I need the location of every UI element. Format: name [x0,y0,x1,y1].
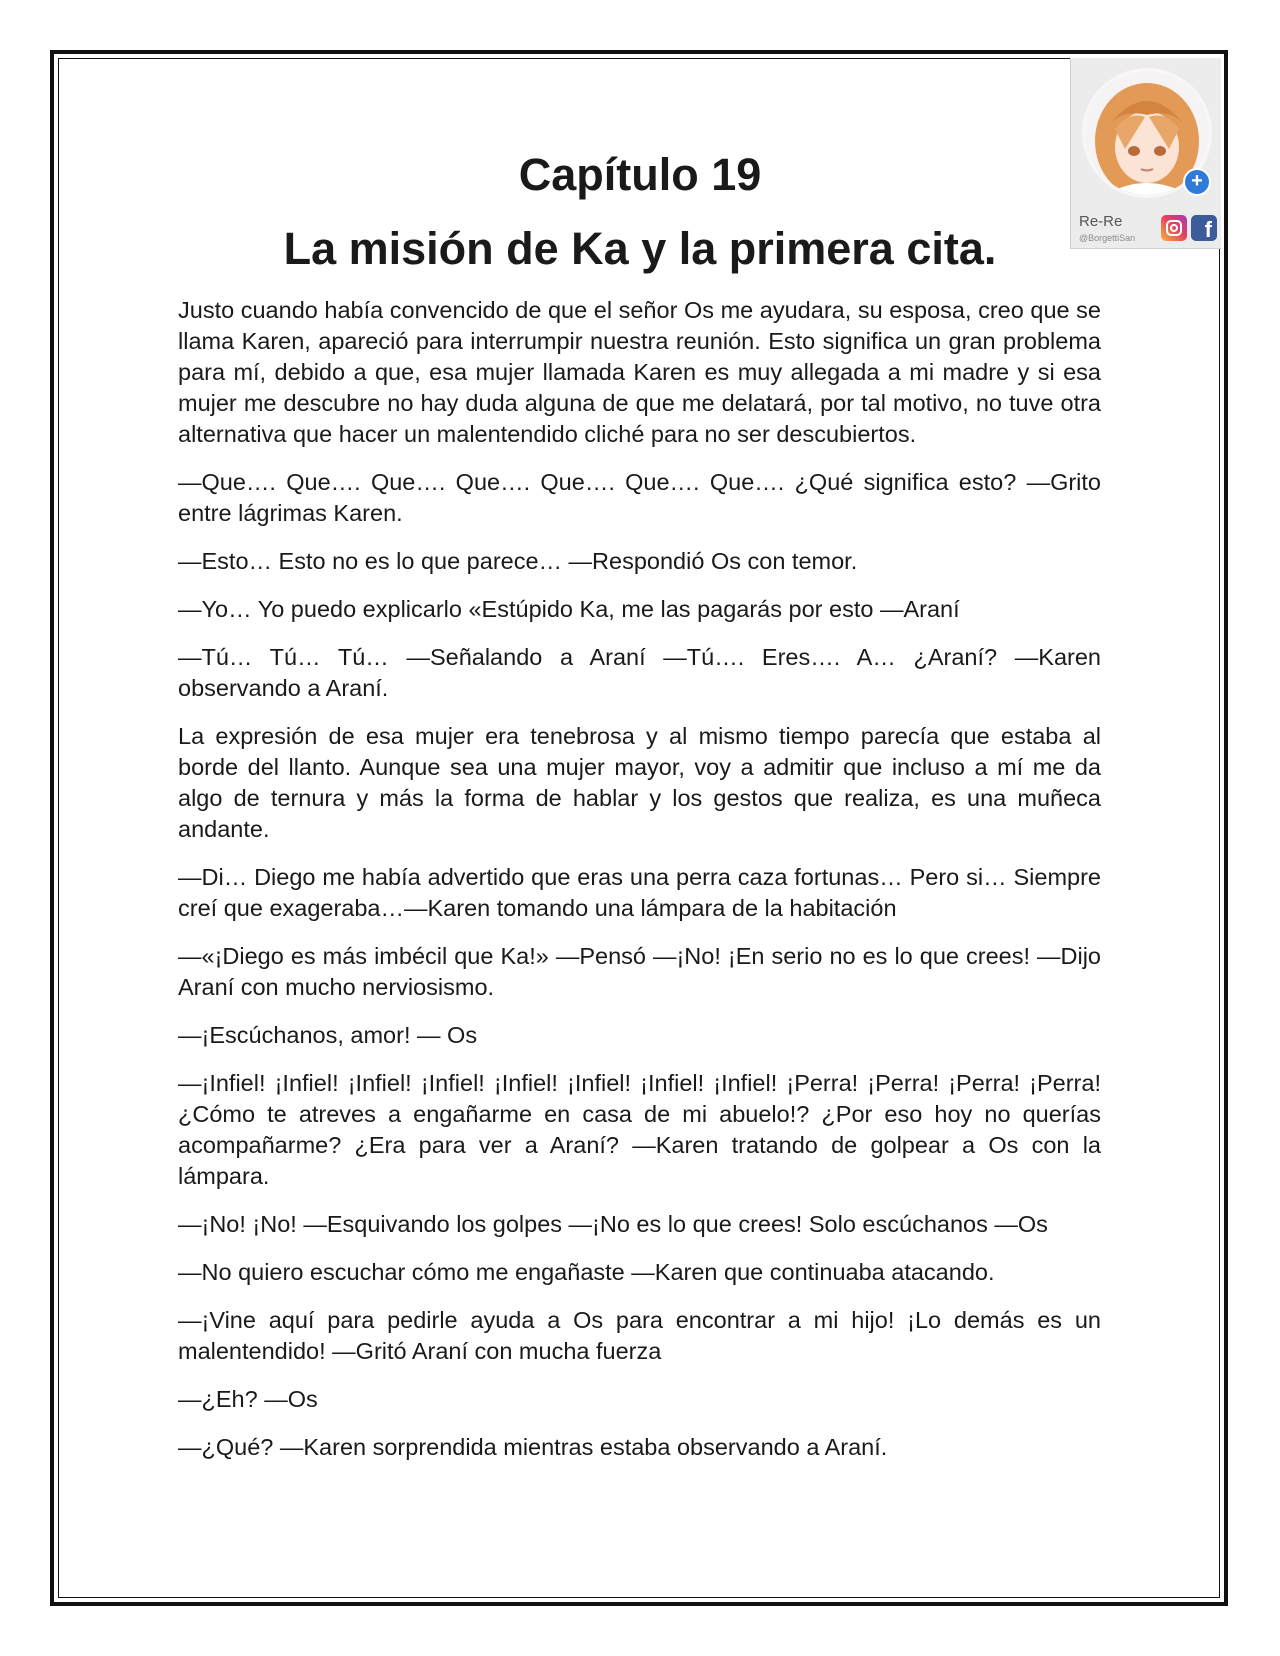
paragraph: —Tú… Tú… Tú… —Señalando a Araní —Tú…. Eres…. A… ¿Araní? —Karen observando a Araní. [178,644,1101,701]
profile-name: Re-Re [1079,213,1123,230]
instagram-icon[interactable] [1161,215,1187,241]
paragraph: —¡Vine aquí para pedirle ayuda a Os para encontrar a mi hijo! ¡Lo demás es un malentendido! —Gritó Araní con mucha fuerza [178,1307,1101,1364]
paragraph: La expresión de esa mujer era tenebrosa y al mismo tiempo parecía que estaba al borde del llanto. Aunque sea una mujer mayor, voy a admitir que incluso a mí me da algo de ternura y más la forma de hablar y los gestos que realiza, es una muñeca andante. [178,723,1101,842]
paragraph: —Que…. Que…. Que…. Que…. Que…. Que…. Que…. ¿Qué significa esto? —Grito entre lágrimas Karen. [178,469,1101,526]
paragraph: —No quiero escuchar cómo me engañaste —Karen que continuaba atacando. [178,1259,995,1285]
paragraph: —Di… Diego me había advertido que eras una perra caza fortunas… Pero si… Siempre creí que exageraba…—Karen tomando una lámpara de la habitación [178,864,1101,921]
facebook-icon[interactable]: f [1191,215,1217,241]
paragraph: —«¡Diego es más imbécil que Ka!» —Pensó —¡No! ¡En serio no es lo que crees! —Dijo Araní con mucho nerviosismo. [178,943,1101,1000]
paragraph: —¡No! ¡No! —Esquivando los golpes —¡No es lo que crees! Solo escúchanos —Os [178,1211,1048,1237]
chapter-heading [175,145,1105,279]
chapter-body [178,295,1101,1480]
paragraph: —Esto… Esto no es lo que parece… —Respondió Os con temor. [178,548,858,574]
profile-handle: @BorgettiSan [1079,233,1136,243]
chapter-title: La misión de Ka y la primera cita. [283,223,997,274]
paragraph: —¿Eh? —Os [178,1386,318,1412]
paragraph: —Yo… Yo puedo explicarlo «Estúpido Ka, me las pagarás por esto —Araní [178,596,960,622]
paragraph: —¿Qué? —Karen sorprendida mientras estaba observando a Araní. [178,1434,888,1460]
plus-circle-icon[interactable]: + [1183,168,1211,196]
paragraph: —¡Escúchanos, amor! — Os [178,1022,478,1048]
chapter-number: Capítulo 19 [518,149,762,200]
paragraph: Justo cuando había convencido de que el señor Os me ayudara, su esposa, creo que se llama Karen, apareció para interrumpir nuestra reunión. Esto significa un gran problema para mí, debido a que, esa mujer llamada Karen es muy allegada a mi madre y si esa mujer me descubre no hay duda alguna de que me delatará, por tal motivo, no tuve otra alternativa que hacer un malentendido cliché para no ser descubiertos. [178,297,1101,447]
paragraph: —¡Infiel! ¡Infiel! ¡Infiel! ¡Infiel! ¡Infiel! ¡Infiel! ¡Infiel! ¡Infiel! ¡Perra! ¡Perra! ¡Perra! ¡Perra! ¿Cómo te atreves a engañarme en casa de mi abuelo!? ¿Por eso hoy no querías acompañarme? ¿Era para ver a Araní? —Karen tratando de golpear a Os con la lámpara. [178,1070,1101,1189]
